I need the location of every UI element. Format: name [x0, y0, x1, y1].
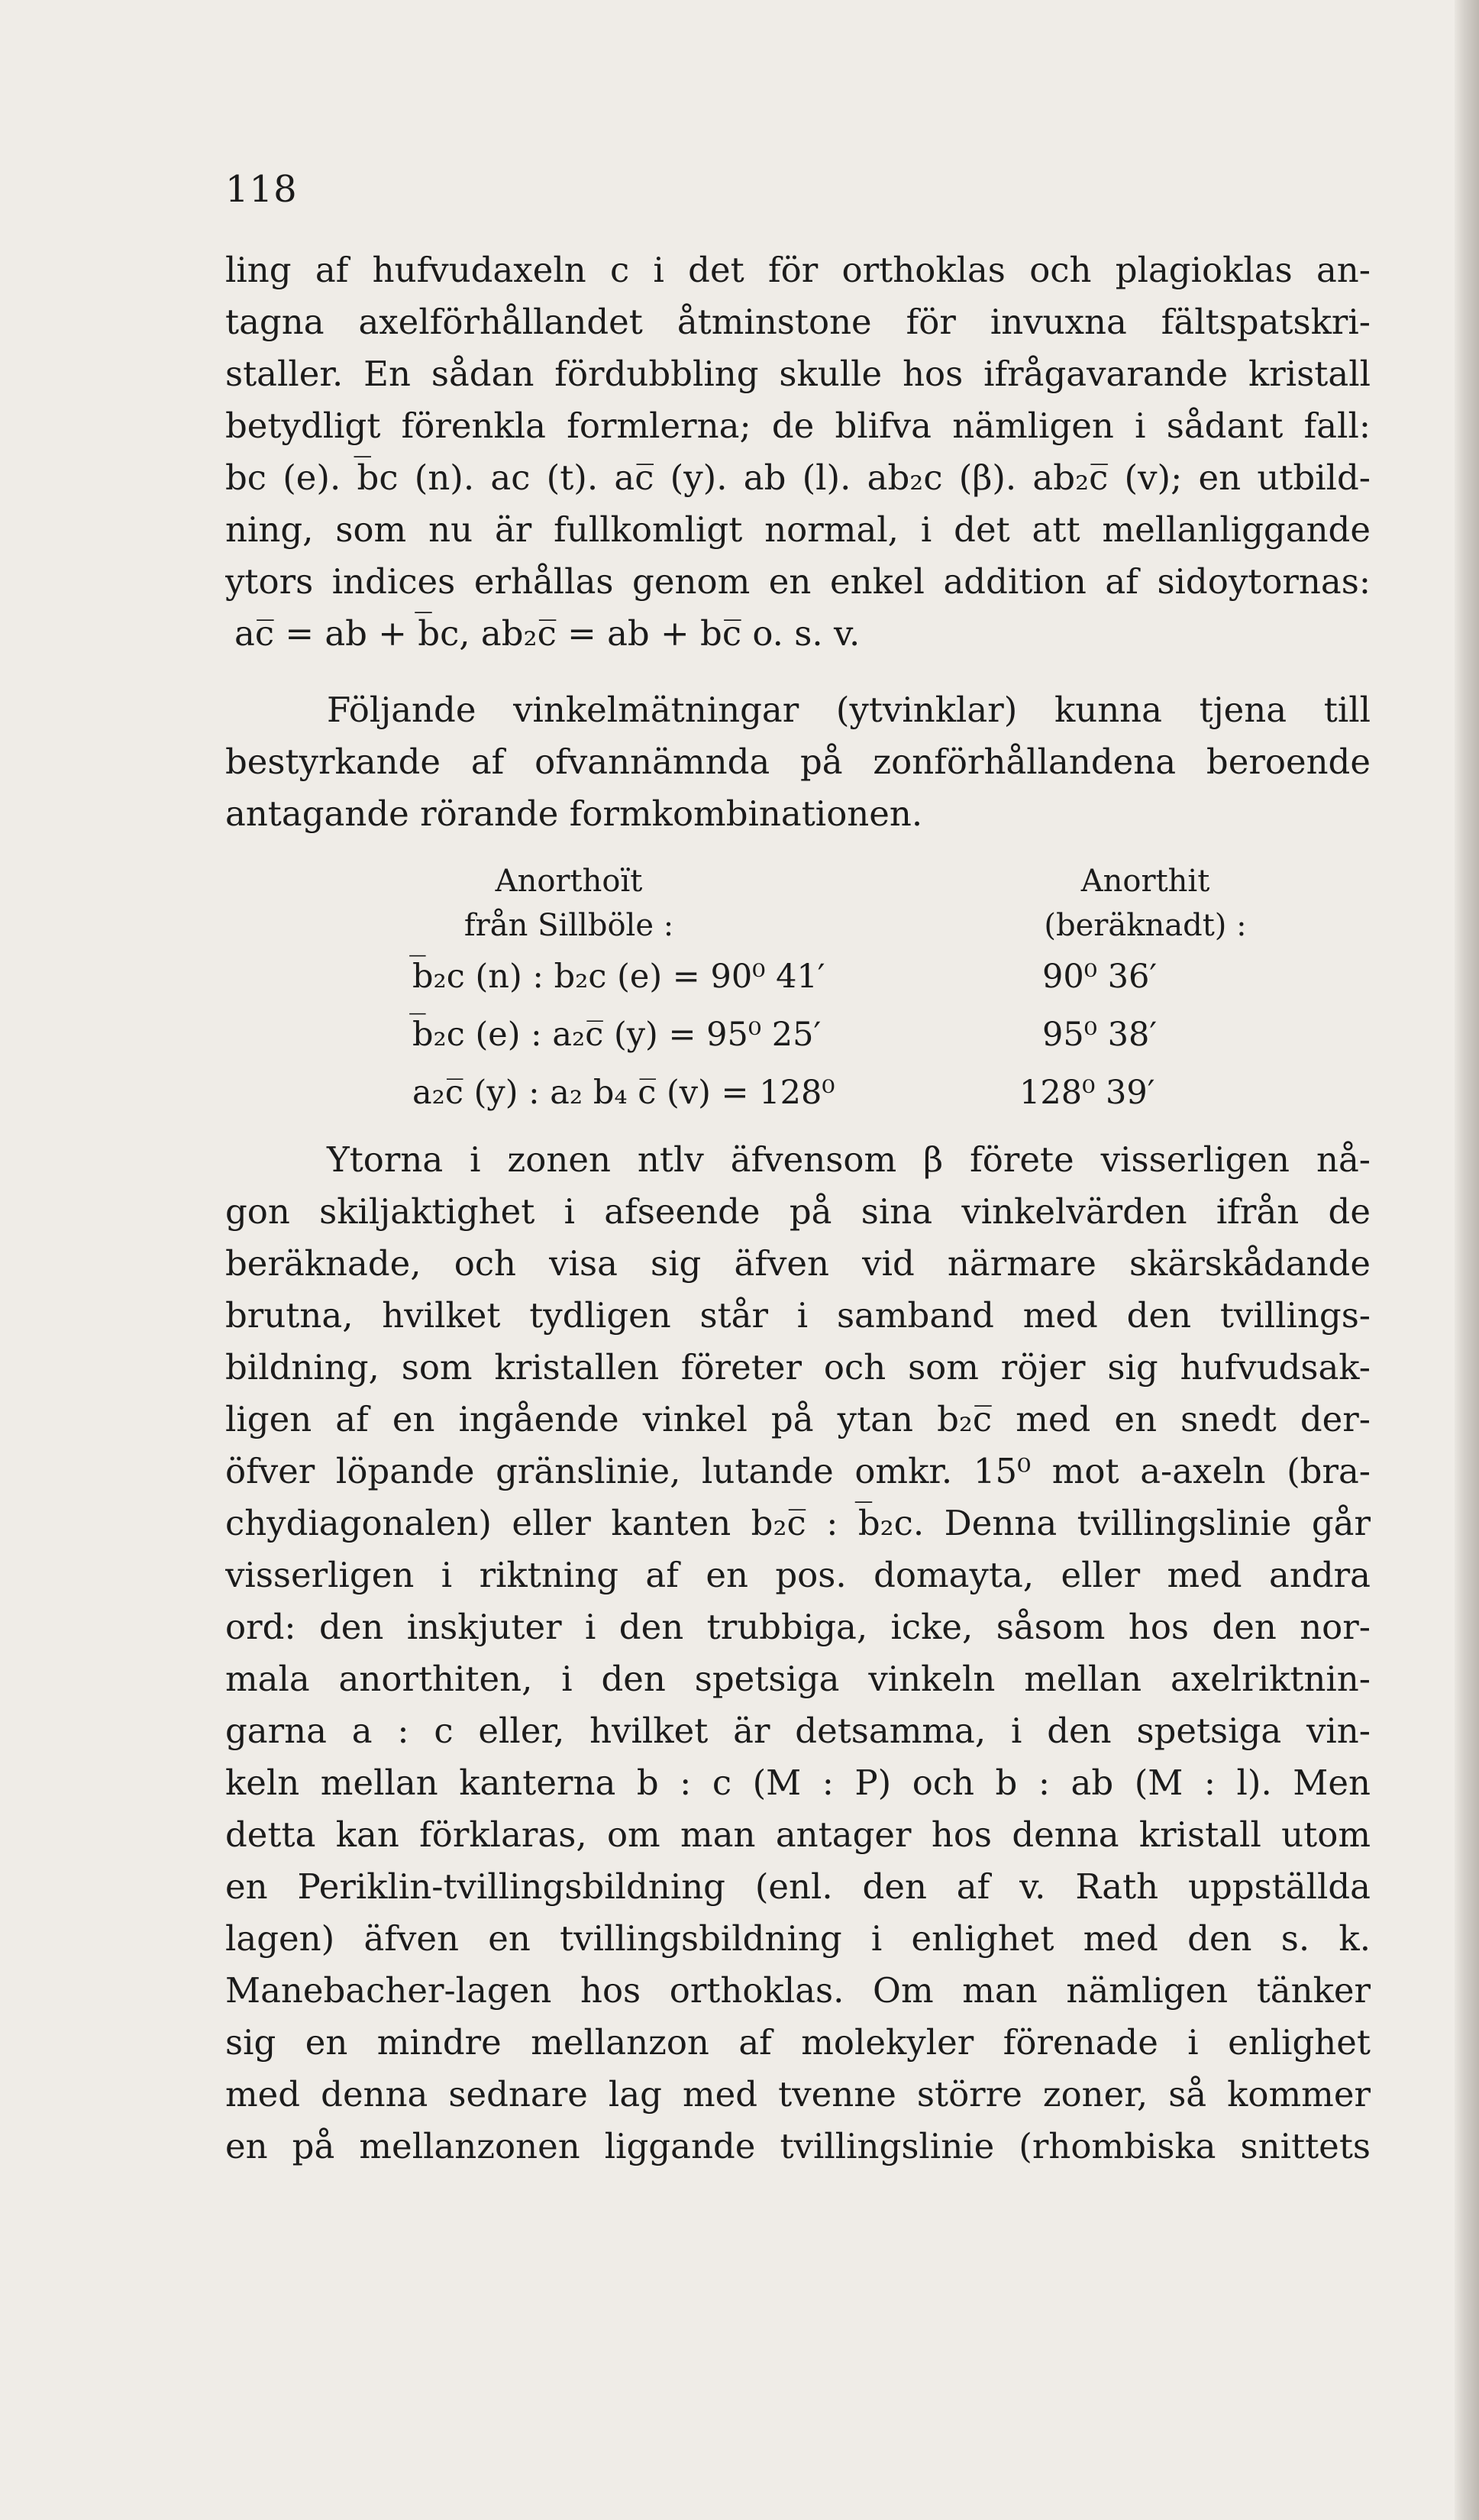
text-line: brutna, hvilket tydligen står i samband med den tvillings-: [225, 1295, 1371, 1336]
text-line: visserligen i riktning af en pos. domayta, eller med andra: [225, 1555, 1371, 1595]
text-line: sig en mindre mellanzon af molekyler förenade i enlighet: [225, 2022, 1371, 2063]
text-line: staller. En sådan fördubbling skulle hos ifrågavarande kristall: [225, 354, 1371, 394]
angle-table: [225, 859, 1371, 1122]
table-row: [225, 948, 1371, 1006]
text-line: ning, som nu är fullkomligt normal, i det att mellanliggande: [225, 509, 1371, 550]
text-line: ac̅ = ab + b̅c, ab₂c̅ = ab + bc̅ o. s. v.: [234, 613, 861, 654]
measured-angle: a₂c̅ (y) : a₂ b₄ c̅ (v) = 128⁰: [412, 1074, 835, 1112]
text-line: keln mellan kanterna b : c (M : P) och b : ab (M : l). Men: [225, 1762, 1371, 1803]
text-line: ling af hufvudaxeln c i det för orthoklas och plagioklas an-: [225, 250, 1371, 290]
text-line: chydiagonalen) eller kanten b₂c̅ : b̅₂c. Denna tvillingslinie går: [225, 1503, 1371, 1543]
text-line: en på mellanzonen liggande tvillingslinie (rhombiska snittets: [225, 2126, 1371, 2166]
text-line: ytors indices erhållas genom en enkel addition af sidoytornas:: [225, 561, 1371, 602]
text-line: Följande vinkelmätningar (ytvinklar) kunna tjena till: [327, 690, 1371, 730]
text-line: ord: den inskjuter i den trubbiga, icke, såsom hos den nor-: [225, 1607, 1371, 1647]
paragraph-2: [225, 684, 1371, 840]
calculated-angle: 95⁰ 38′: [1042, 1016, 1158, 1054]
text-line: garna a : c eller, hvilket är detsamma, i den spetsiga vin-: [225, 1711, 1371, 1751]
table-row: [225, 1006, 1371, 1064]
column-header: från Sillböle :: [463, 908, 674, 943]
text-line: öfver löpande gränslinie, lutande omkr. 15⁰ mot a-axeln (bra-: [225, 1451, 1371, 1491]
text-line: gon skiljaktighet i afseende på sina vinkelvärden ifrån de: [225, 1191, 1371, 1232]
text-line: tagna axelförhållandet åtminstone för invuxna fältspatskri-: [225, 302, 1371, 342]
text-line: en Periklin-tvillingsbildning (enl. den af v. Rath uppställda: [225, 1866, 1371, 1907]
column-header: (beräknadt) :: [1044, 908, 1247, 943]
text-line: bildning, som kristallen företer och som röjer sig hufvudsak-: [225, 1347, 1371, 1388]
text-line: betydligt förenkla formlerna; de blifva nämligen i sådant fall:: [225, 405, 1371, 446]
text-line: lagen) äfven en tvillingsbildning i enlighet med den s. k.: [225, 1918, 1371, 1959]
text-line: antagande rörande formkombinationen.: [225, 793, 923, 834]
text-line: Ytorna i zonen ntlv äfvensom β förete visserligen nå-: [327, 1139, 1371, 1180]
measured-angle: b̅₂c (n) : b₂c (e) = 90⁰ 41′: [412, 958, 825, 996]
page-edge: [1455, 0, 1479, 2520]
text-line: beräknade, och visa sig äfven vid närmare skärskådande: [225, 1243, 1371, 1284]
text-line: Manebacher-lagen hos orthoklas. Om man nämligen tänker: [225, 1970, 1371, 2011]
table-header-row: [225, 859, 1371, 903]
table-row: [225, 1064, 1371, 1122]
text-line: mala anorthiten, i den spetsiga vinkeln mellan axelriktnin-: [225, 1659, 1371, 1699]
column-header: Anorthit: [1080, 864, 1210, 899]
calculated-angle: 128⁰ 39′: [1019, 1074, 1155, 1112]
calculated-angle: 90⁰ 36′: [1042, 958, 1158, 996]
text-line: med denna sednare lag med tvenne större zoner, så kommer: [225, 2074, 1371, 2115]
paragraph-1: [225, 244, 1371, 660]
text-line: detta kan förklaras, om man antager hos denna kristall utom: [225, 1814, 1371, 1855]
text-line: bestyrkande af ofvannämnda på zonförhållandena beroende: [225, 741, 1371, 782]
measured-angle: b̅₂c (e) : a₂c̅ (y) = 95⁰ 25′: [412, 1016, 822, 1054]
page-number: 118: [225, 168, 298, 211]
text-line: bc (e). b̅c (n). ac (t). ac̅ (y). ab (l). ab₂c (β). ab₂c̅ (v); en utbild-: [225, 457, 1371, 498]
text-line: ligen af en ingående vinkel på ytan b₂c̅ med en snedt der-: [225, 1399, 1371, 1439]
table-header-row: [225, 903, 1371, 948]
column-header: Anorthoït: [495, 864, 643, 899]
paragraph-3: [225, 1134, 1371, 2173]
